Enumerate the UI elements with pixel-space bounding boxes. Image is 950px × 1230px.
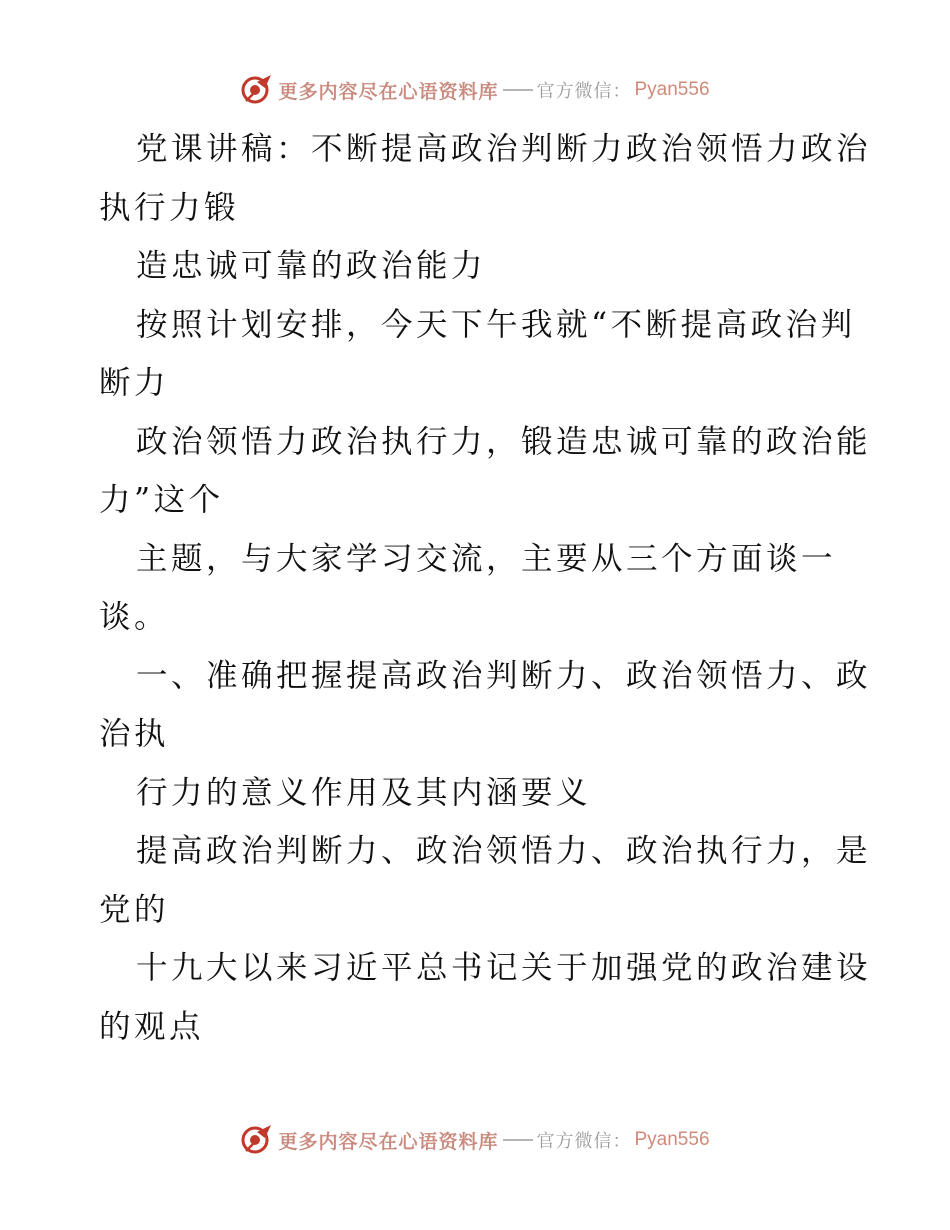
header-wechat-id: Pyan556: [634, 79, 710, 100]
text-line: 按照计划安排，今天下午我就“不断提高政治判: [136, 306, 856, 343]
text-line: 主题，与大家学习交流，主要从三个方面谈一: [136, 540, 837, 577]
text-line: 断力: [99, 365, 170, 401]
header-dash: [503, 89, 533, 91]
text-line: 的观点: [99, 1008, 205, 1045]
text-line: 执行力锻: [99, 189, 240, 226]
document-body: [99, 120, 872, 1056]
text-line: 党课讲稿：不断提高政治判断力政治领悟力政治: [136, 131, 872, 167]
footer-wechat-id: Pyan556: [634, 1129, 710, 1150]
text-line: 造忠诚可靠的政治能力: [136, 248, 487, 284]
text-line: 提高政治判断力、政治领悟力、政治执行力，是: [136, 833, 872, 869]
text-line: 政治领悟力政治执行力，锻造忠诚可靠的政治能: [136, 423, 872, 460]
header-brand-text: 更多内容尽在心语资料库: [278, 80, 499, 103]
text-line: 谈。: [99, 599, 170, 635]
text-line: 十九大以来习近平总书记关于加强党的政治建设: [136, 950, 872, 986]
footer-brand-text: 更多内容尽在心语资料库: [278, 1130, 499, 1153]
text-line: 党的: [99, 891, 170, 928]
text-line: 一、准确把握提高政治判断力、政治领悟力、政: [136, 657, 872, 694]
footer-wechat-label: 官方微信：: [536, 1131, 632, 1152]
header-wechat-label: 官方微信：: [536, 81, 632, 102]
header-banner: [0, 73, 950, 107]
text-line: 治执: [99, 716, 170, 752]
footer-dash: [503, 1139, 533, 1141]
footer-banner: [0, 1123, 950, 1157]
brand-logo-icon: [240, 73, 274, 107]
text-line: 力”这个: [99, 482, 224, 518]
brand-logo-icon: [240, 1123, 274, 1157]
text-line: 行力的意义作用及其内涵要义: [136, 774, 592, 811]
